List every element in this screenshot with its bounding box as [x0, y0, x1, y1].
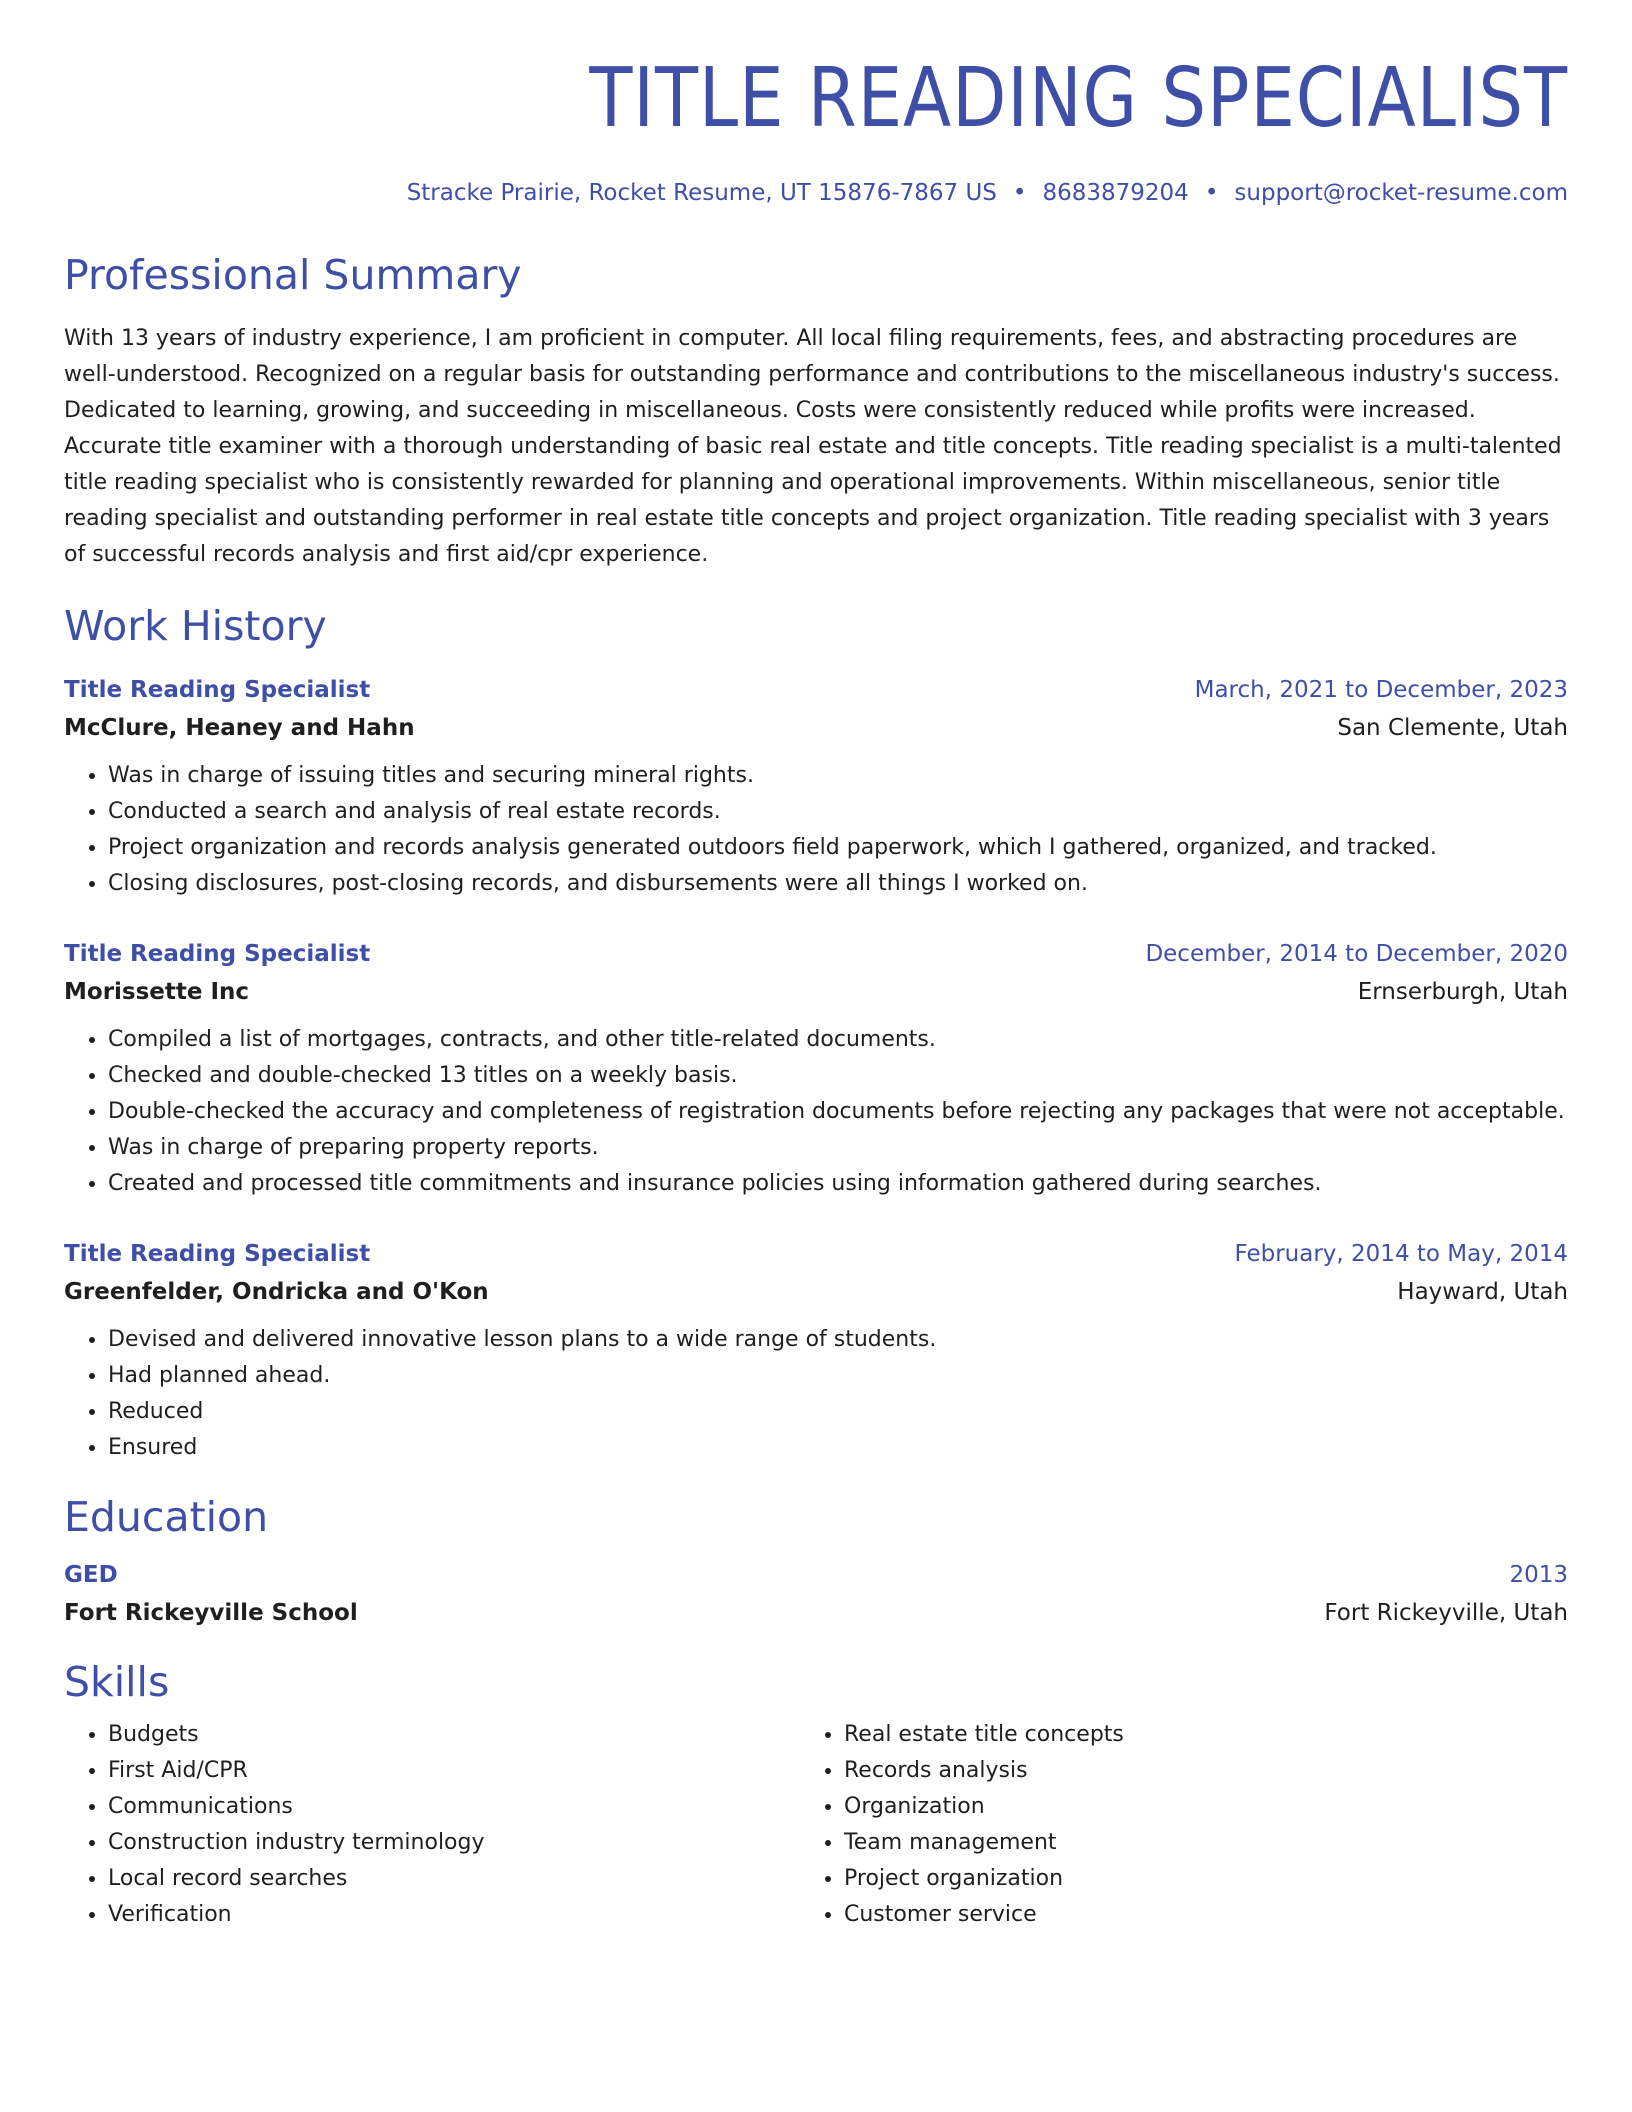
- skills-left-column: [64, 1717, 800, 1933]
- education-location: Fort Rickeyville, Utah: [1324, 1600, 1568, 1627]
- job-location: San Clemente, Utah: [1337, 715, 1568, 742]
- job-entry: [64, 1236, 1568, 1466]
- skill-item: • First Aid/CPR: [108, 1753, 800, 1789]
- job-bullets: [64, 1322, 1568, 1466]
- job-company: Greenfelder, Ondricka and O'Kon: [64, 1279, 489, 1306]
- job-entry: [64, 936, 1568, 1202]
- job-bullet: • Project organization and records analysis generated outdoors field paperwork, which I gathered, organized, and tracked.: [108, 830, 1568, 866]
- skill-item: • Project organization: [844, 1861, 1536, 1897]
- education-school: Fort Rickeyville School: [64, 1600, 358, 1627]
- education-entry: [64, 1557, 1568, 1633]
- job-bullet: • Was in charge of issuing titles and securing mineral rights.: [108, 758, 1568, 794]
- job-bullet: • Devised and delivered innovative lesson plans to a wide range of students.: [108, 1322, 1568, 1358]
- contact-email[interactable]: support@rocket-resume.com: [1234, 180, 1568, 206]
- job-location: Ernserburgh, Utah: [1357, 979, 1568, 1006]
- job-bullet: • Was in charge of preparing property reports.: [108, 1130, 1568, 1166]
- job-company: McClure, Heaney and Hahn: [64, 715, 415, 742]
- job-bullet: • Had planned ahead.: [108, 1358, 1568, 1394]
- job-bullet: • Double-checked the accuracy and completeness of registration documents before rejecting any packages that were not acceptable.: [108, 1094, 1568, 1130]
- contact-address: Stracke Prairie, Rocket Resume, UT 15876-7867 US: [406, 180, 997, 206]
- job-dates: February, 2014 to May, 2014: [1234, 1241, 1568, 1268]
- job-role: Title Reading Specialist: [64, 941, 371, 968]
- job-bullet: • Ensured: [108, 1430, 1568, 1466]
- job-bullets: [64, 758, 1568, 902]
- candidate-title: TITLE READING SPECIALIST: [589, 51, 1568, 146]
- skill-item: • Organization: [844, 1789, 1536, 1825]
- skills-heading: Skills: [64, 1658, 170, 1707]
- skill-item: • Budgets: [108, 1717, 800, 1753]
- skill-item: • Communications: [108, 1789, 800, 1825]
- job-dates: March, 2021 to December, 2023: [1194, 677, 1568, 704]
- education-degree: GED: [64, 1562, 118, 1589]
- summary-text: With 13 years of industry experience, I am proficient in computer. All local filing requirements, fees, and abstracting procedures are well-understood. Recognized on a regular basis for outstanding performance and contributions to the miscellaneous industry's success. Dedicated to learning, growing, and succeeding in miscellaneous. Costs were consistently reduced while profits were increased. Accurate title examiner with a thorough understanding of basic real estate and title concepts. Title reading specialist is a multi-talented title reading specialist who is consistently rewarded for planning and operational improvements. Within miscellaneous, senior title reading specialist and outstanding performer in real estate title concepts and project organization. Title reading specialist with 3 years of successful records analysis and first aid/cpr experience.: [64, 326, 1562, 568]
- skill-item: • Team management: [844, 1825, 1536, 1861]
- work-history-heading: Work History: [64, 602, 327, 651]
- education-year: 2013: [1509, 1562, 1568, 1589]
- job-role: Title Reading Specialist: [64, 1241, 371, 1268]
- skill-item: • Local record searches: [108, 1861, 800, 1897]
- job-bullet: • Conducted a search and analysis of real estate records.: [108, 794, 1568, 830]
- job-bullet: • Created and processed title commitments and insurance policies using information gathered during searches.: [108, 1166, 1568, 1202]
- job-bullet: • Checked and double-checked 13 titles on a weekly basis.: [108, 1058, 1568, 1094]
- skill-item: • Real estate title concepts: [844, 1717, 1536, 1753]
- job-bullet: • Compiled a list of mortgages, contracts, and other title-related documents.: [108, 1022, 1568, 1058]
- skill-item: • Verification: [108, 1897, 800, 1933]
- job-bullet: • Closing disclosures, post-closing records, and disbursements were all things I worked on.: [108, 866, 1568, 902]
- skills-right-column: [800, 1717, 1536, 1933]
- contact-phone: 8683879204: [1042, 180, 1189, 206]
- skills-columns: [64, 1717, 1568, 1933]
- job-company: Morissette Inc: [64, 979, 250, 1006]
- contact-separator: •: [1204, 180, 1219, 206]
- work-history-list: [64, 672, 1568, 1466]
- skill-item: • Records analysis: [844, 1753, 1536, 1789]
- summary-heading: Professional Summary: [64, 251, 522, 299]
- job-dates: December, 2014 to December, 2020: [1145, 941, 1568, 968]
- contact-line: [64, 180, 1568, 206]
- job-bullet: • Reduced: [108, 1394, 1568, 1430]
- job-entry: [64, 672, 1568, 902]
- skill-item: • Construction industry terminology: [108, 1825, 800, 1861]
- job-bullets: [64, 1022, 1568, 1202]
- job-role: Title Reading Specialist: [64, 677, 371, 704]
- resume-header: [64, 0, 1568, 206]
- skill-item: • Customer service: [844, 1897, 1536, 1933]
- contact-separator: •: [1012, 180, 1027, 206]
- education-heading: Education: [64, 1493, 269, 1542]
- job-location: Hayward, Utah: [1397, 1279, 1568, 1306]
